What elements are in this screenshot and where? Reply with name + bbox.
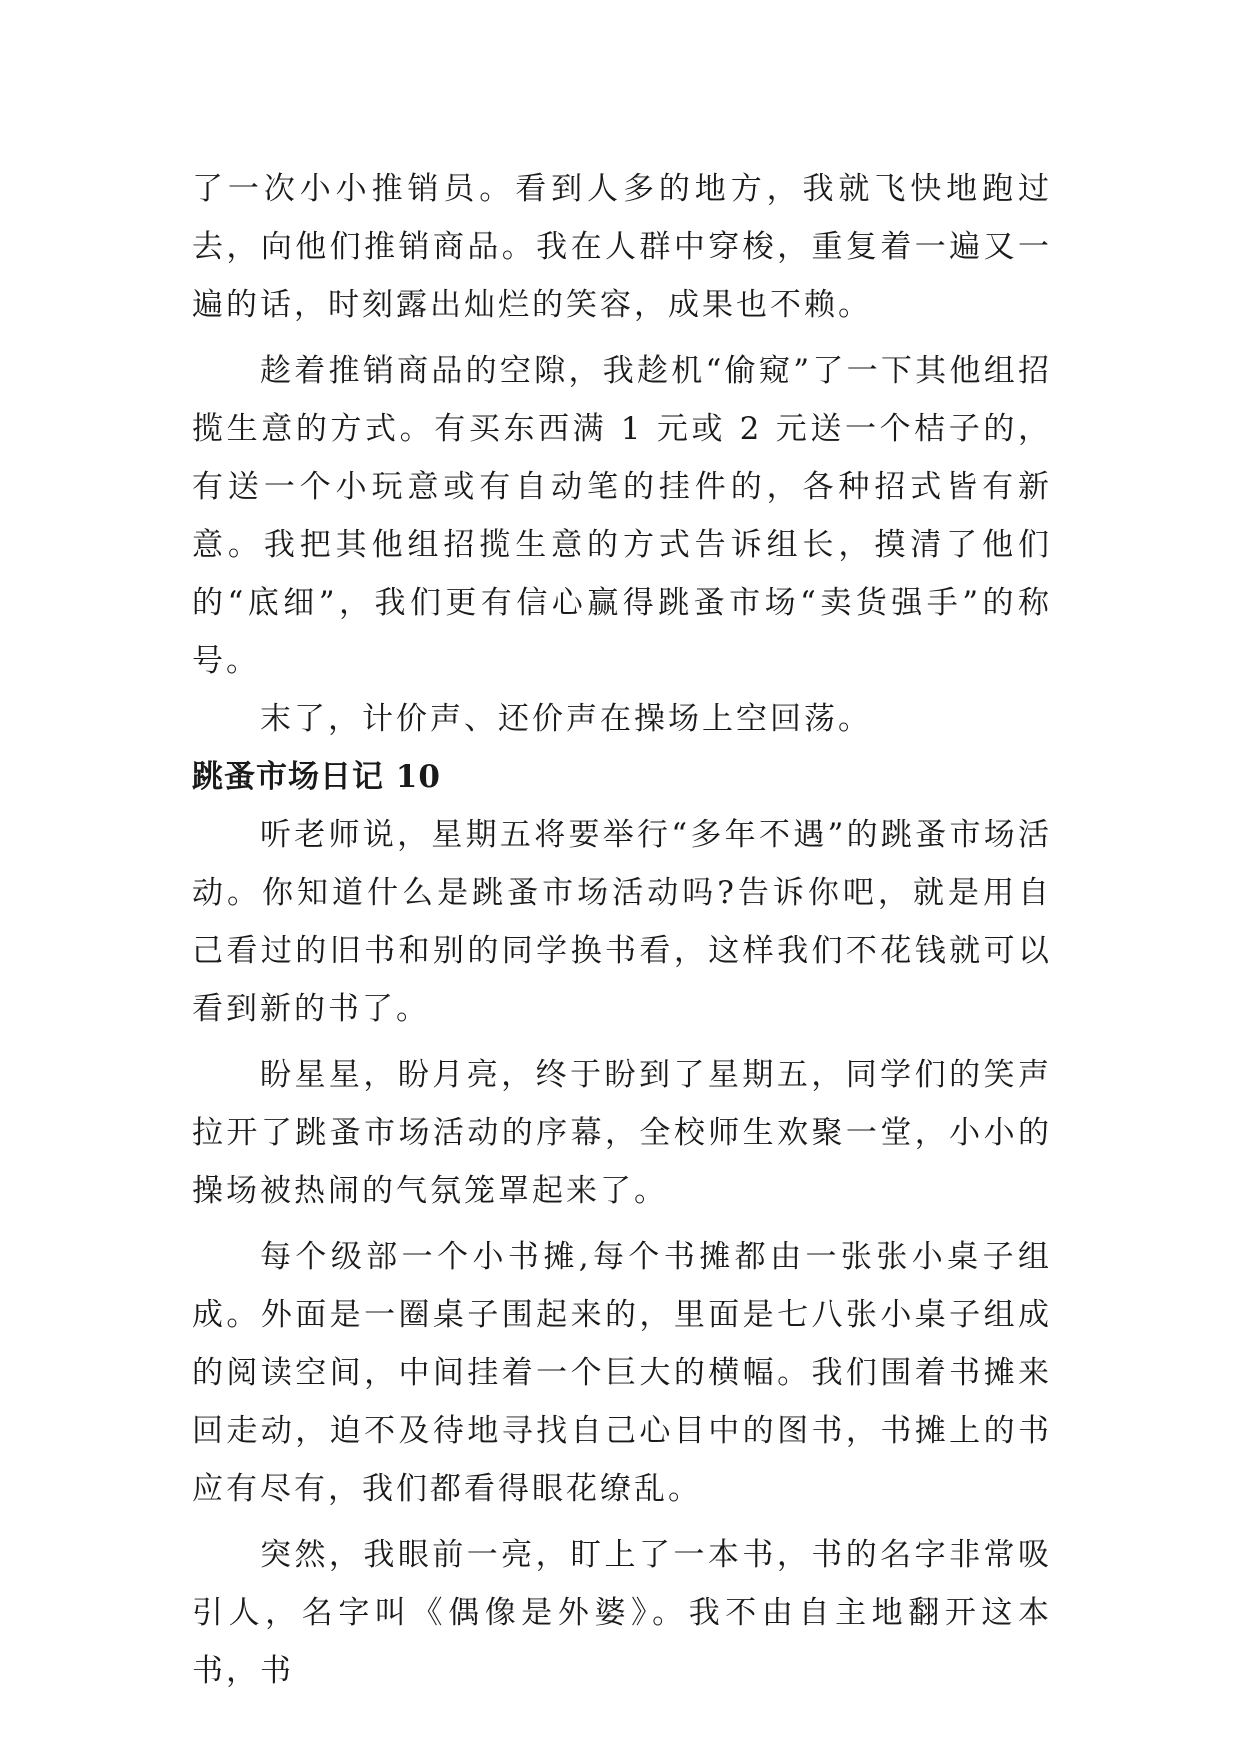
paragraph-found-book: 突然，我眼前一亮，盯上了一本书，书的名字非常吸引人，名字叫《偶像是外婆》。我不由自主地翻开这本书，书 [192,1537,1052,1689]
paragraph-friday-arrives: 盼星星，盼月亮，终于盼到了星期五，同学们的笑声拉开了跳蚤市场活动的序幕，全校师生欢聚一堂，小小的操场被热闹的气氛笼罩起来了。 [192,1057,1052,1209]
paragraph-sales-continuation: 了一次小小推销员。看到人多的地方，我就飞快地跑过去，向他们推销商品。我在人群中穿梭，重复着一遍又一遍的话，时刻露出灿烂的笑容，成果也不赖。 [192,171,1052,323]
paragraph-book-stalls: 每个级部一个小书摊,每个书摊都由一张张小桌子组成。外面是一圈桌子围起来的，里面是七八张小桌子组成的阅读空间，中间挂着一个巨大的横幅。我们围着书摊来回走动，迫不及待地寻找自己心目中的图书，书摊上的书应有尽有，我们都看得眼花缭乱。 [192,1239,1052,1507]
diary-entry-title: 跳蚤市场日记 10 [192,759,441,795]
paragraph-teacher-announcement: 听老师说，星期五将要举行“多年不遇”的跳蚤市场活动。你知道什么是跳蚤市场活动吗?告诉你吧，就是用自己看过的旧书和别的同学换书看，这样我们不花钱就可以看到新的书了。 [192,817,1052,1027]
paragraph-peeking-other-groups: 趁着推销商品的空隙，我趁机“偷窥”了一下其他组招揽生意的方式。有买东西满 1 元或 2 元送一个桔子的，有送一个小玩意或有自动笔的挂件的，各种招式皆有新意。我把其他组招揽生意的方式告诉组长，摸清了他们的“底细”，我们更有信心赢得跳蚤市场“卖货强手”的称号。 [192,353,1052,679]
paragraph-bargaining-ending: 末了，计价声、还价声在操场上空回荡。 [260,701,872,737]
document-page [192,160,1052,1700]
